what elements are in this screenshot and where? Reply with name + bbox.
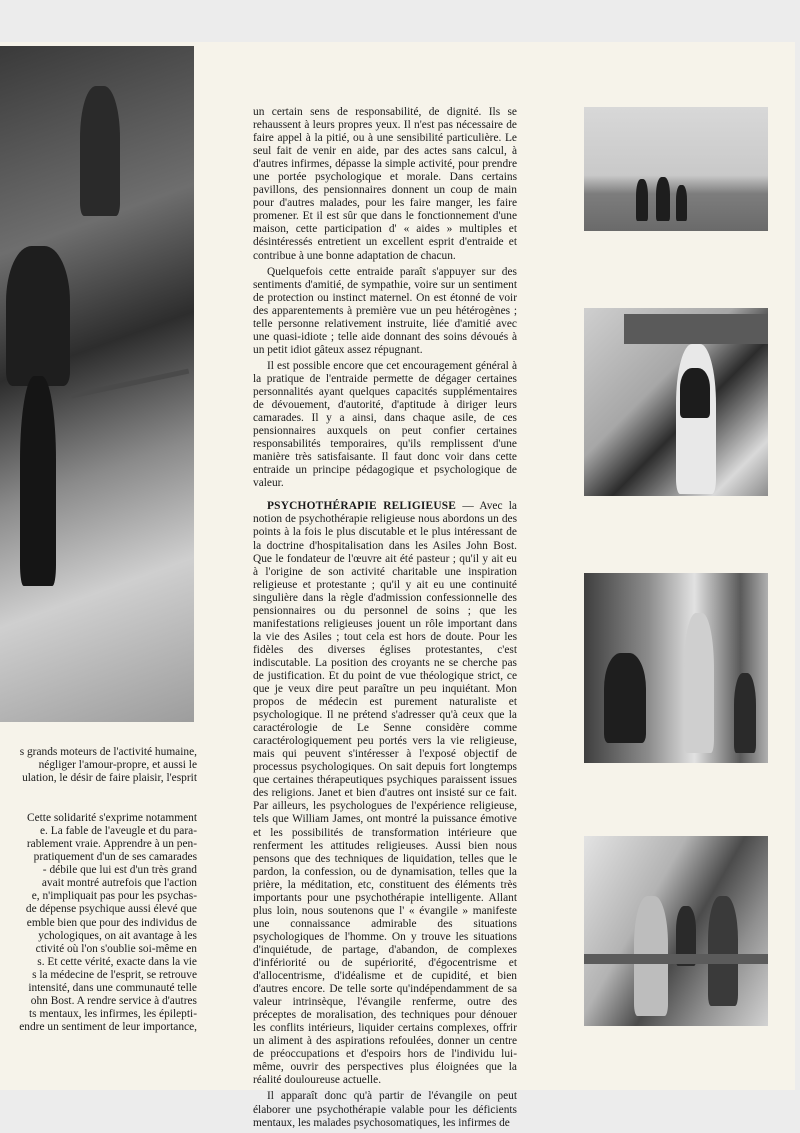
photo-workshop-group bbox=[584, 573, 768, 763]
photo-man-at-workbench bbox=[584, 308, 768, 496]
paragraph-with-heading bbox=[253, 500, 517, 1087]
figure-shape bbox=[684, 613, 714, 753]
figure-shape bbox=[676, 344, 716, 494]
table-edge bbox=[584, 954, 768, 964]
figure-shape bbox=[708, 896, 738, 1006]
text-line: e. La fable de l'aveugle et du para- bbox=[39, 825, 197, 838]
article-main-column bbox=[253, 106, 517, 1133]
article-left-column-cropped bbox=[0, 746, 197, 1034]
paragraph: Il apparaît donc qu'à partir de l'évangile on peut élaborer une psychothérapie valable pour les déficients mentaux, les malades psychosomatiques, les infirmes de bbox=[253, 1090, 517, 1129]
text-line: - débile que lui est d'un très grand bbox=[42, 864, 197, 877]
tool-rack bbox=[624, 314, 768, 344]
paragraph: Il est possible encore que cet encouragement général à la pratique de l'entraide permette de dégager certaines personnalités ayant quelques capacités supplémentaires de dévouement, d'autorité, d'aptitude à diriger leurs camarades. Il y a ainsi, dans chaque asile, de ces pensionnaires auxquels on peut confier certaines responsabilités temporaires, qu'ils remplissent d'une manière très satisfaisante. Il faut donc voir dans cette entraide un principe pédagogique et psychologique de valeur. bbox=[253, 359, 517, 490]
text-line: ychologiques, on ait avantage à les bbox=[38, 929, 197, 942]
text-line: ts mentaux, les infirmes, les épilepti- bbox=[29, 1007, 197, 1020]
figure-shape bbox=[680, 368, 710, 418]
text-line: e, n'impliquait pas pour les psychas- bbox=[31, 890, 197, 903]
text-line: avait montré autrefois que l'action bbox=[41, 877, 197, 890]
paragraph: Quelquefois cette entraide paraît s'appuyer sur des sentiments d'amitié, de sympathie, voire sur un sentiment de protection ou instinct maternel. On est étonné de voir des apparentements à première vue un peu hétérogènes ; telle personne relativement instruite, liée d'amitié avec une quasi-idiote ; telle aide donnant des soins dévoués à un petit idiot gâteux assez répugnant. bbox=[253, 265, 517, 356]
paragraph: un certain sens de responsabilité, de dignité. Ils se rehaussent à leurs propres yeux. Il n'est pas nécessaire de faire appel à la pitié, ou à une sensibilité particulière. Le seul fait de venir en aide, par des actes sans calcul, à d'autres infirmes, dépasse la simple activité, pour prendre une portée psychologique et morale. Dans certains pavillons, des pensionnaires donnent un coup de main pour d'autres malades, pour les faire manger, les faire promener. Et il est sûr que dans le fonctionnement d'une maison, cette participation d' « aides » multiples et désintéressés entretient un excellent esprit d'entraide et contribue à une bonne adaptation de chacun. bbox=[253, 106, 517, 262]
text-line: ulation, le désir de faire plaisir, l'esprit bbox=[22, 772, 197, 785]
text-line: s la médecine de l'esprit, se retrouve bbox=[32, 968, 197, 981]
photo-classroom-table bbox=[584, 836, 768, 1026]
text-line: pratiquement d'un de ses camarades bbox=[33, 851, 197, 864]
paragraph-gap bbox=[0, 785, 197, 812]
figure-shape bbox=[6, 246, 70, 386]
text-line: de dépense psychique aussi élevé que bbox=[25, 903, 197, 916]
text-line: emble bien que pour des individus de bbox=[26, 916, 197, 929]
text-line: intensité, dans une communauté telle bbox=[28, 981, 197, 994]
tool-handle bbox=[71, 369, 189, 399]
figure-shape bbox=[604, 653, 646, 743]
text-line: ohn Bost. A rendre service à d'autres bbox=[30, 994, 197, 1007]
text-line: rablement vraie. Apprendre à un pen- bbox=[26, 838, 197, 851]
text-line: endre un sentiment de leur importance, bbox=[19, 1020, 197, 1033]
text-line: s grands moteurs de l'activité humaine, bbox=[19, 746, 197, 758]
photo-workers-digging bbox=[0, 46, 194, 722]
figure-shape bbox=[636, 179, 648, 221]
photo-figures-in-field bbox=[584, 107, 768, 231]
section-heading: PSYCHOTHÉRAPIE RELIGIEUSE bbox=[267, 500, 457, 513]
figure-shape bbox=[80, 86, 120, 216]
figure-shape bbox=[676, 185, 687, 221]
text-line: négliger l'amour-propre, et aussi le bbox=[38, 759, 197, 772]
text-line: Cette solidarité s'exprime notamment bbox=[26, 812, 197, 825]
paragraph-text: — Avec la notion de psychothérapie religieuse nous abordons un des points à la fois le plus discutable et le plus intéressant de la doctrine d'hospitalisation dans les Asiles John Bost. Que le fondateur de l'œuvre ait été pasteur ; qu'il y ait eu à l'origine de son activité charitable une inspiration religieuse et protestante ; qu'il y ait eu une continuité singulière dans la règle d'admission confessionnelle des pensionnaires ou du personnel de soins ; que les manifestations religieuses jouent un rôle important dans la vie des Asiles ; tout cela est hors de doute. Pour les fidèles des diverses églises protestantes, c'est indiscutable. La position des croyants ne se cherche pas de justification. Et du point de vue théologique strict, ce que je veux dire peut paraître un peu inquiétant. Mon propos de médecin est purement naturaliste et psychologique. Il ne prétend s'adresser qu'à ceux que la caractérologie de Le Senne considère comme caractérologiquement peu portés vers la vie religieuse, mais qui peuvent s'intéresser à l'exposé objectif de processus psychologiques. On sait depuis fort longtemps que certaines thérapeutiques psychiques paraissent issues des religions. Janet et bien d'autres ont insisté sur ce fait. Par ailleurs, les psychologues de l'expérience religieuse, tels que William James, ont montré la puissance émotive et les possibilités de transformation intérieure que renferment les attitudes religieuses. Aussi bien nous pensons que des techniques de liquidation, telles que le pardon, la confession, ou de dynamisation, telles que la prière, la méditation, etc, constituent des éléments très importants pour une psychothérapie intelligente. Allant plus loin, nous soutenons que l' « évangile » manifeste une connaissance admirable des situations psychologiques de l'homme. On y trouve les situations d'inquiétude, de partage, d'abandon, de complexes d'infériorité ou de supériorité, d'égocentrisme et d'allocentrisme, d'idéalisme et de cupidité, et bien d'autres encore. De telle sorte qu'indépendamment de sa valeur intrinsèque, l'évangile renferme, outre des préceptes de moralisation, des techniques pour dénouer les conflits intérieurs, liquider certains complexes, offrir un aliment à des aspirations refoulées, donner un centre de préoccupations et d'espoirs hors de l'individu lui-même, ouvrir des perspectives plus éloignées que la réalité douloureuse actuelle. bbox=[253, 500, 517, 1087]
text-line: s. Et cette vérité, exacte dans la vie bbox=[37, 955, 197, 968]
figure-shape bbox=[656, 177, 670, 221]
figure-shape bbox=[734, 673, 756, 753]
magazine-page bbox=[0, 42, 795, 1129]
text-line: ctivité où l'on s'oublie soi-même en bbox=[35, 942, 197, 955]
figure-shape bbox=[20, 376, 56, 586]
